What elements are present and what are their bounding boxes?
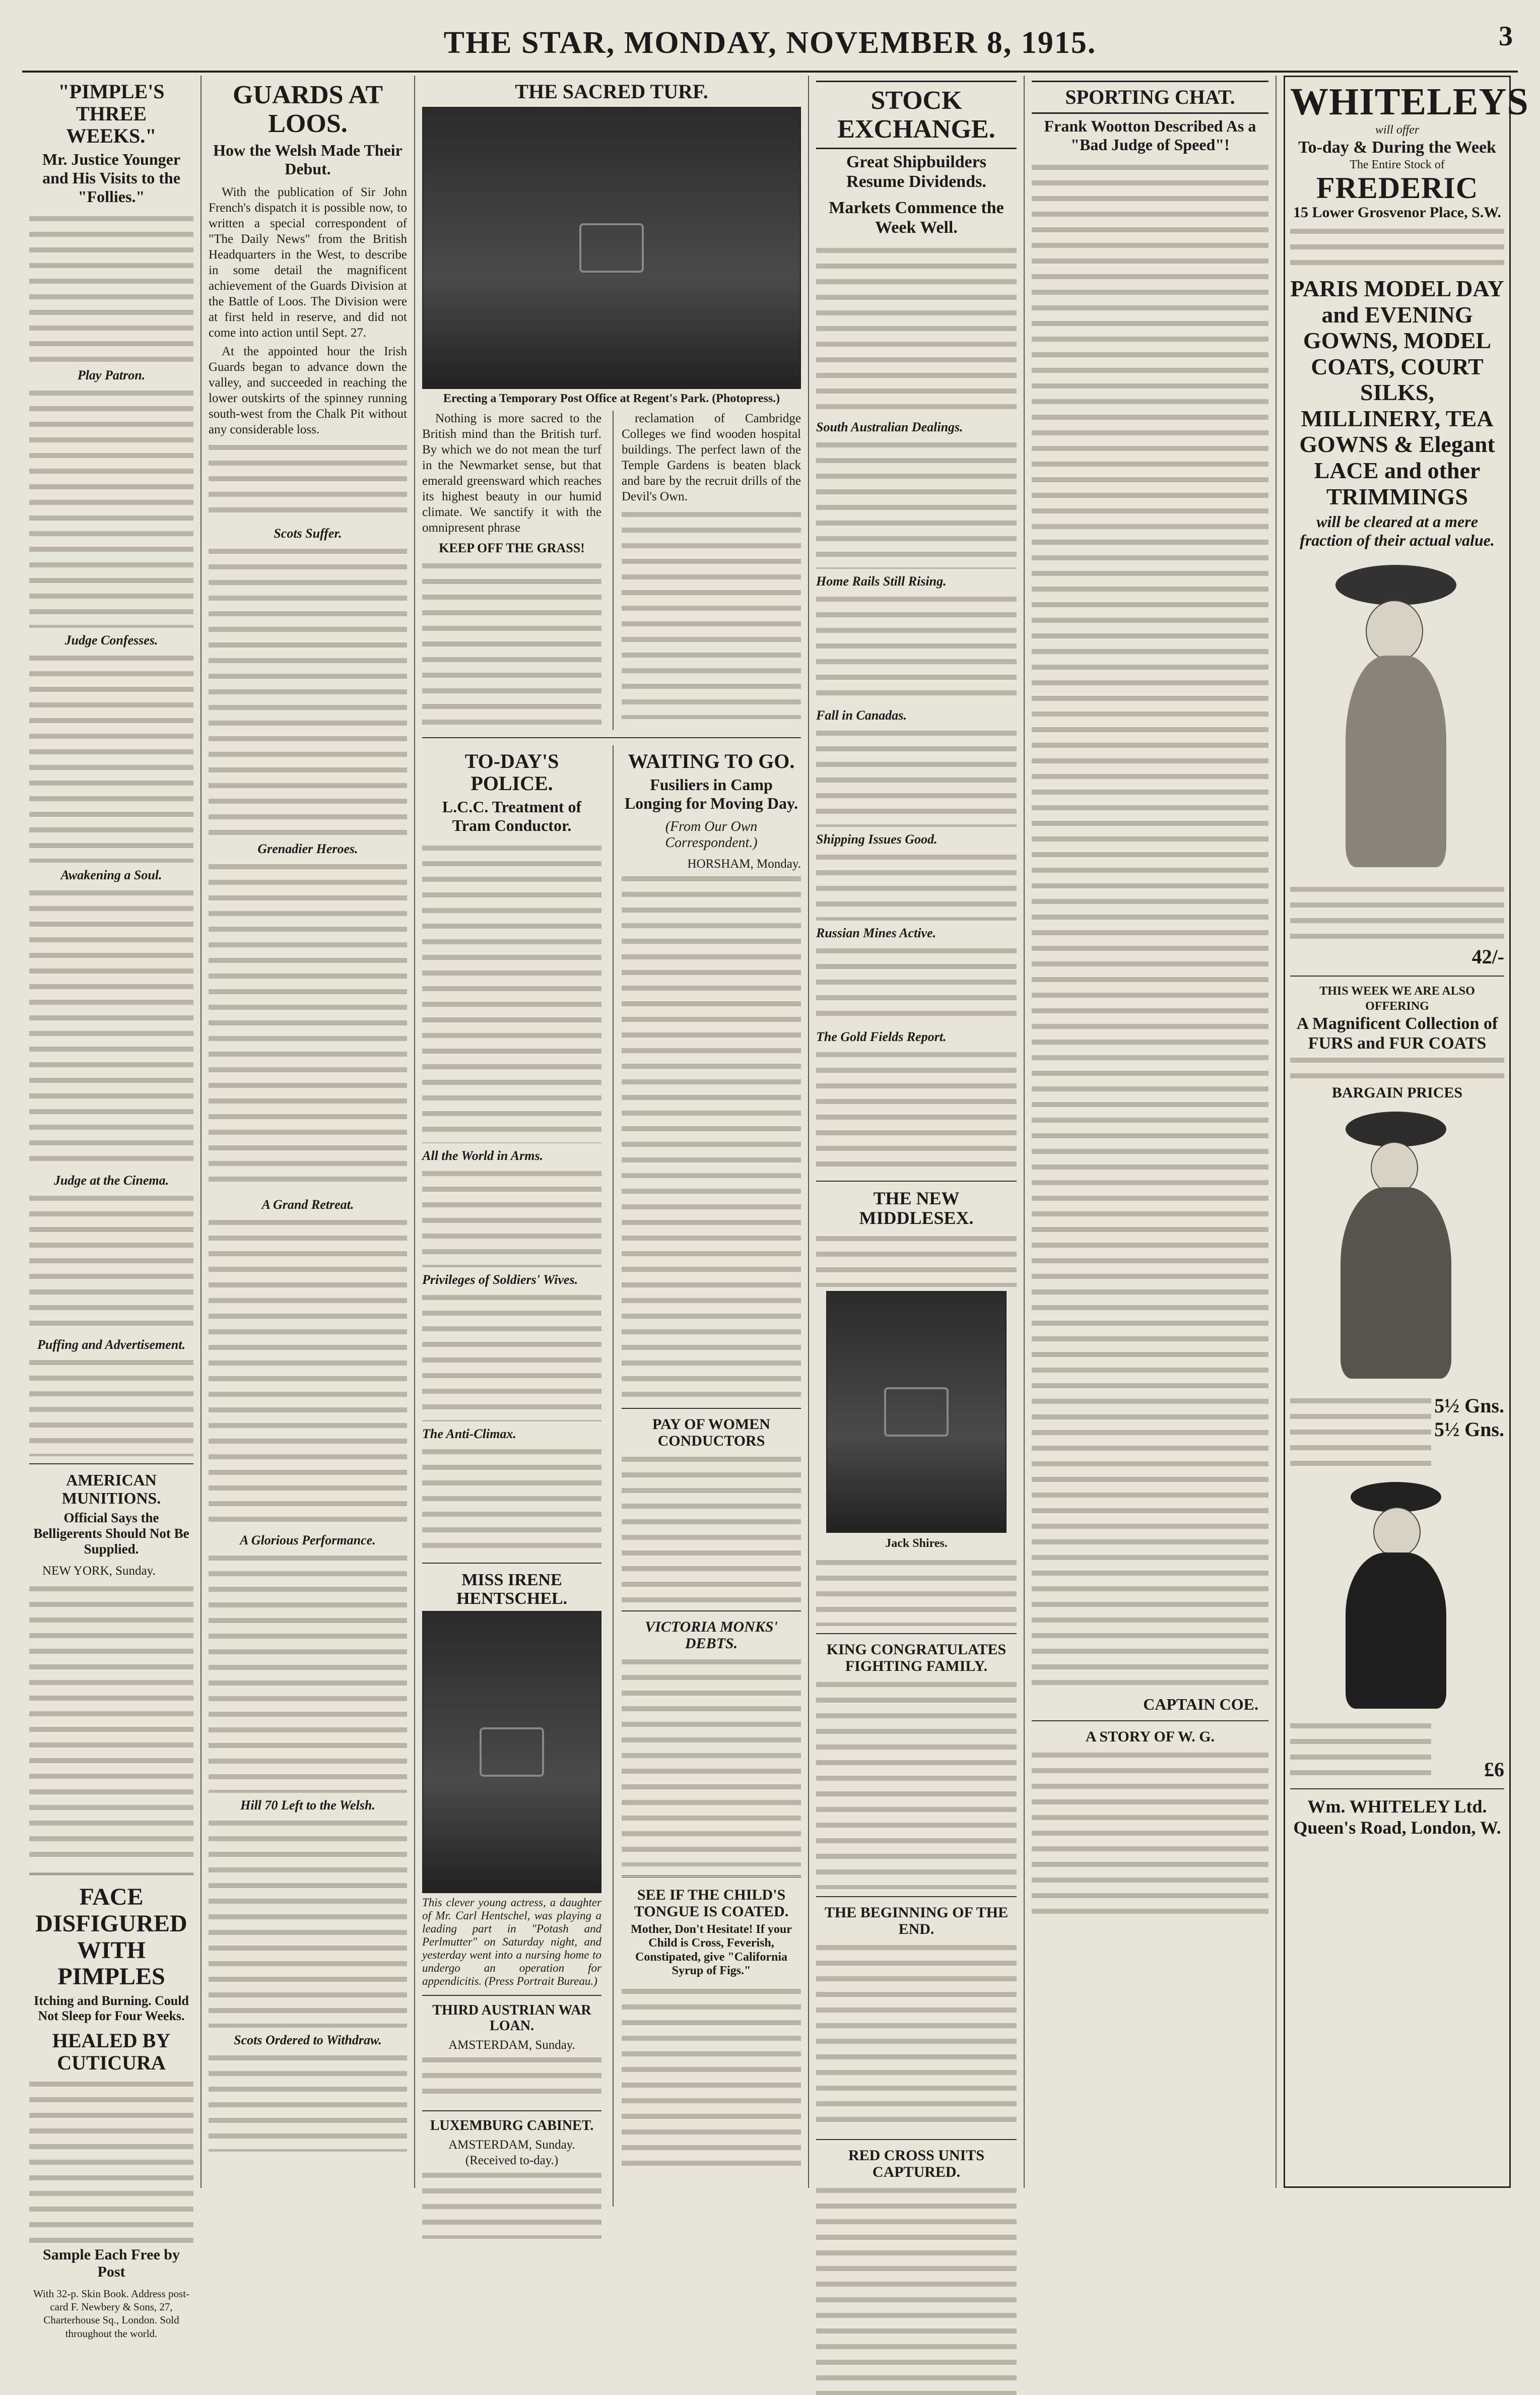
ad-will-offer: will offer	[1375, 123, 1420, 137]
section-hill-70: Hill 70 Left to the Welsh.	[240, 1797, 375, 1813]
ad-gowns-list: PARIS MODEL DAY and EVENING GOWNS, MODEL COATS, COURT SILKS, MILLINERY, TEA GOWNS & Elegant LACE and other TRIMMINGS	[1290, 276, 1504, 509]
subhead-welsh-debut: How the Welsh Made Their Debut.	[213, 141, 403, 178]
headline-stock-exchange: STOCK EXCHANGE.	[816, 81, 1017, 149]
divider	[1032, 1720, 1268, 1721]
ad-frederic: FREDERIC	[1316, 171, 1479, 205]
article-text	[816, 726, 1017, 827]
section-gold-fields: The Gold Fields Report.	[816, 1029, 947, 1044]
masthead	[22, 15, 1518, 73]
article-text	[209, 2051, 407, 2152]
section-scots-withdraw: Scots Ordered to Withdraw.	[234, 2032, 382, 2047]
article-text	[29, 386, 193, 628]
article-text	[816, 2183, 1017, 2395]
ad-today-during-week: To-day & During the Week	[1298, 138, 1496, 157]
page-number: 3	[1499, 21, 1513, 52]
ad-text	[1290, 1719, 1431, 1781]
article-text	[816, 1232, 1017, 1287]
section-fall-in-canadas: Fall in Canadas.	[816, 707, 907, 723]
ad-headline-face-disfigured: FACE DISFIGURED WITH PIMPLES	[35, 1883, 187, 1990]
article-text	[816, 1048, 1017, 1174]
divider	[622, 1875, 801, 1878]
section-scots-suffer: Scots Suffer.	[274, 526, 342, 541]
ad-cleared: will be cleared at a mere fraction of their actual value.	[1300, 512, 1495, 549]
illustration-fur-coat	[1290, 1107, 1504, 1389]
headline-waiting-to-go: WAITING TO GO.	[628, 750, 795, 772]
article-text	[816, 1940, 1017, 2132]
byline-captain-coe: CAPTAIN COE.	[1143, 1695, 1258, 1713]
section-shipping-issues: Shipping Issues Good.	[816, 831, 938, 847]
ad-fine-print	[1290, 1053, 1504, 1084]
article-text	[422, 1167, 601, 1267]
ad-also-offering: THIS WEEK WE ARE ALSO OFFERING	[1319, 984, 1475, 1013]
section-glorious-performance: A Glorious Performance.	[240, 1532, 376, 1547]
hat-shape	[1335, 565, 1456, 605]
price-row	[1290, 1394, 1504, 1472]
column-2	[202, 76, 415, 2188]
section-puffing-advertisement: Puffing and Advertisement.	[37, 1337, 185, 1352]
price-row	[1290, 1719, 1504, 1781]
photo-icon	[884, 1387, 949, 1437]
ad-furs-collection: A Magnificent Collection of FURS and FUR COATS	[1296, 1014, 1498, 1053]
article-text	[209, 860, 407, 1192]
ad-bargain-prices: BARGAIN PRICES	[1331, 1084, 1463, 1101]
deck-correspondent: (From Our Own Correspondent.)	[665, 818, 758, 851]
article-text	[816, 1556, 1017, 1626]
section-grand-retreat: A Grand Retreat.	[261, 1197, 354, 1212]
cuticura-ad	[29, 1884, 193, 2340]
section-awakening-a-soul: Awakening a Soul.	[60, 868, 162, 883]
article-text	[29, 1582, 193, 1864]
divider	[422, 1563, 601, 1564]
divider	[422, 2110, 601, 2111]
divider	[816, 2139, 1017, 2140]
section-home-rails: Home Rails Still Rising.	[816, 573, 947, 589]
turf-column-left	[422, 411, 601, 730]
headline-austrian-loan: THIRD AUSTRIAN WAR LOAN.	[432, 2002, 591, 2034]
masthead-title: THE STAR, MONDAY, NOVEMBER 8, 1915.	[443, 26, 1097, 60]
ad-whiteley-footer: Wm. WHITELEY Ltd. Queen's Road, London, W.	[1293, 1796, 1501, 1838]
divider	[422, 737, 801, 738]
article-text	[816, 944, 1017, 1024]
article-text	[816, 438, 1017, 569]
section-anti-climax: The Anti-Climax.	[422, 1426, 516, 1441]
headline-guards-at-loos: GUARDS AT LOOS.	[232, 81, 383, 139]
paragraph: Nothing is more sacred to the British mind than the British turf. By which we do not mean the turf in the Newmarket sense, but that emerald greensward which reaches its highest beauty in our humid climate. We sanctify it with the omnipresent phrase	[422, 412, 601, 535]
subhead-justice-younger: Mr. Justice Younger and His Visits to the "Follies."	[42, 150, 181, 206]
column-1	[22, 76, 202, 2340]
headline-sacred-turf: THE SACRED TURF.	[515, 80, 708, 103]
ad-address: 15 Lower Grosvenor Place, S.W.	[1293, 204, 1502, 221]
section-play-patron: Play Patron.	[77, 368, 146, 383]
ad-text	[1290, 882, 1504, 945]
divider	[816, 1896, 1017, 1897]
section-south-australian: South Australian Dealings.	[816, 419, 963, 434]
ad-price-coat: 42/-	[1471, 945, 1504, 968]
article-text	[209, 1816, 407, 2028]
ad-whiteleys-title: WHITELEYS	[1290, 81, 1529, 123]
columns	[22, 76, 1529, 2340]
headline-red-cross-units: RED CROSS UNITS CAPTURED.	[848, 2147, 985, 2180]
section-judge-confesses: Judge Confesses.	[64, 633, 158, 648]
price-stack	[1434, 1394, 1504, 1472]
headline-king-congratulates: KING CONGRATULATES FIGHTING FAMILY.	[826, 1641, 1007, 1674]
caption-jack-shires: Jack Shires.	[885, 1536, 948, 1550]
article-text	[622, 411, 801, 504]
headline-irene-hentschel: MISS IRENE HENTSCHEL.	[456, 1570, 568, 1608]
divider	[1290, 976, 1504, 977]
ad-fine-print	[1290, 224, 1504, 273]
subhead-fusiliers: Fusiliers in Camp Longing for Moving Day.	[624, 775, 798, 812]
photo-regents-park	[422, 107, 801, 389]
article-text	[209, 544, 407, 836]
divider	[29, 1463, 193, 1464]
article-text	[816, 592, 1017, 703]
article-text	[422, 559, 601, 730]
section-soldiers-wives: Privileges of Soldiers' Wives.	[422, 1272, 578, 1287]
ad-entire-stock: The Entire Stock of	[1350, 158, 1445, 171]
ad-text	[1290, 1394, 1431, 1472]
headline-american-munitions: AMERICAN MUNITIONS.	[61, 1471, 161, 1507]
divider	[816, 1633, 1017, 1634]
subhead-frank-wootton: Frank Wootton Described As a "Bad Judge of Speed"!	[1044, 117, 1256, 154]
divider	[622, 1610, 801, 1611]
paragraph: reclamation of Cambridge Colleges we find wooden hospital buildings. The perfect lawn of the Temple Gardens is beaten black and bare by the recruit drills of the Devil's Own.	[622, 412, 801, 503]
dateline-amsterdam: AMSTERDAM, Sunday.	[448, 2038, 575, 2052]
section-world-in-arms: All the World in Arms.	[422, 1148, 544, 1163]
headline-story-of-wg: A STORY OF W. G.	[1085, 1728, 1215, 1745]
ad-subhead-itching: Itching and Burning. Could Not Sleep for Four Weeks.	[34, 1993, 189, 2023]
caption-post-office: Erecting a Temporary Post Office at Regent's Park. (Photopress.)	[443, 392, 780, 405]
photo-irene-hentschel	[422, 1611, 601, 1893]
headline-victoria-monks: VICTORIA MONKS' DEBTS.	[645, 1618, 778, 1652]
police-column	[422, 745, 601, 2207]
fur-coat-shape	[1341, 1187, 1451, 1379]
face-shape	[1373, 1507, 1421, 1557]
article-text	[422, 1290, 601, 1421]
paragraph: With the publication of Sir John French's dispatch it is possible now, to written a special correspondent of "The Daily News" from the British Headquarters in the West, to describe in some detail the magnificent achievement of the Guards Division at the Battle of Loos. The Division were at first held in reserve, and did not come into action until Sept. 27.	[209, 185, 407, 340]
dateline-horsham: HORSHAM, Monday.	[687, 857, 801, 871]
headline-new-middlesex: THE NEW MIDDLESEX.	[859, 1188, 974, 1228]
subhead-shipbuilders: Great Shipbuilders Resume Dividends.	[846, 153, 987, 191]
divider	[29, 1873, 193, 1875]
illustration-lady-hat	[1290, 555, 1504, 877]
divider	[622, 1408, 801, 1409]
ad-price-2: 5½ Gns.	[1434, 1418, 1504, 1441]
lower-split	[422, 745, 801, 2207]
article-text	[422, 411, 601, 536]
article-text	[29, 212, 193, 363]
article-text	[422, 2168, 601, 2239]
ad-text	[29, 2077, 193, 2243]
dateline-amsterdam: AMSTERDAM, Sunday. (Received to-day.)	[448, 2138, 575, 2167]
headline-pimples-three-weeks: "PIMPLE'S THREE WEEKS."	[58, 80, 165, 147]
face-shape	[1366, 600, 1423, 663]
article-text	[622, 872, 801, 1401]
article-text	[622, 1452, 801, 1603]
article-text	[29, 886, 193, 1168]
turf-column-right	[613, 411, 801, 730]
headline-luxemburg-cabinet: LUXEMBURG CABINET.	[430, 2117, 594, 2133]
article-text	[29, 651, 193, 863]
face-shape	[1371, 1142, 1418, 1194]
subhead-markets-week: Markets Commence the Week Well.	[829, 198, 1004, 237]
illustration-black-coat	[1290, 1477, 1504, 1714]
article-text	[1032, 160, 1268, 1692]
column-7-whiteleys-ad	[1277, 76, 1529, 2188]
article-text	[209, 184, 407, 437]
whiteleys-ad	[1284, 76, 1529, 2188]
article-text	[29, 1355, 193, 1456]
coat-shape	[1346, 656, 1446, 867]
section-grenadier-heroes: Grenadier Heroes.	[257, 841, 358, 856]
ad-address: With 32-p. Skin Book. Address post-card F. Newbery & Sons, 27, Charterhouse Sq., London. Sold throughout the world.	[33, 2287, 190, 2340]
article-text	[29, 1191, 193, 1332]
ad-headline-childs-tongue: SEE IF THE CHILD'S TONGUE IS COATED.	[634, 1886, 789, 1920]
ad-subhead-syrup-of-figs: Mother, Don't Hesitate! If your Child is Cross, Feverish, Constipated, give "California Syrup of Figs."	[631, 1922, 792, 1978]
headline-beginning-of-end: THE BEGINNING OF THE END.	[824, 1904, 1009, 1937]
article-text	[1032, 1748, 1268, 1919]
article-text	[422, 1445, 601, 1556]
keep-off-grass: KEEP OFF THE GRASS!	[439, 541, 585, 555]
caption-hentschel: This clever young actress, a daughter of Mr. Carl Hentschel, was playing a leading part in "Potash and Perlmutter" on Saturday night, and yesterday went into a nursing home to undergo an operation for appendicitis. (Press Portrait Bureau.)	[422, 1896, 601, 1988]
divider	[1290, 1788, 1504, 1789]
headline-women-conductors: PAY OF WOMEN CONDUCTORS	[652, 1415, 770, 1449]
headline-todays-police: TO-DAY'S POLICE.	[464, 750, 559, 795]
article-text	[422, 841, 601, 1143]
divider	[422, 1995, 601, 1996]
paragraph: At the appointed hour the Irish Guards began to advance down the valley, and succeeded in reaching the lower outskirts of the spinney running south-west from the Chalk Pit without any considerable loss.	[209, 344, 407, 436]
photo-icon	[579, 223, 644, 273]
ad-text	[622, 1984, 801, 2176]
article-text	[816, 1677, 1017, 1889]
column-6	[1025, 76, 1277, 2188]
ad-headline-healed: HEALED BY CUTICURA	[52, 2029, 171, 2074]
article-text	[422, 2053, 601, 2103]
article-text	[622, 1655, 801, 1866]
article-text	[209, 440, 407, 521]
article-text	[816, 243, 1017, 415]
dateline-new-york: NEW YORK, Sunday.	[42, 1564, 156, 1578]
subhead-tram-conductor: L.C.C. Treatment of Tram Conductor.	[442, 798, 582, 834]
article-text	[622, 507, 801, 719]
ad-price-1: 5½ Gns.	[1434, 1394, 1504, 1417]
subhead-belligerents: Official Says the Belligerents Should Not Be Supplied.	[33, 1510, 189, 1557]
column-3	[415, 76, 808, 2188]
article-text	[209, 1551, 407, 1793]
article-text	[209, 1215, 407, 1528]
headline-sporting-chat: SPORTING CHAT.	[1032, 81, 1268, 114]
section-judge-at-cinema: Judge at the Cinema.	[53, 1173, 169, 1188]
sacred-turf-body	[422, 411, 801, 730]
article-text	[816, 850, 1017, 921]
photo-jack-shires	[826, 1291, 1007, 1533]
section-russian-mines: Russian Mines Active.	[816, 925, 936, 940]
waiting-column	[613, 745, 801, 2207]
ad-price-3: £6	[1484, 1758, 1504, 1781]
divider	[816, 1181, 1017, 1182]
coat-shape	[1346, 1552, 1446, 1709]
photo-icon	[480, 1727, 544, 1777]
column-5	[808, 76, 1025, 2188]
ad-sample-offer: Sample Each Free by Post	[43, 2246, 180, 2281]
